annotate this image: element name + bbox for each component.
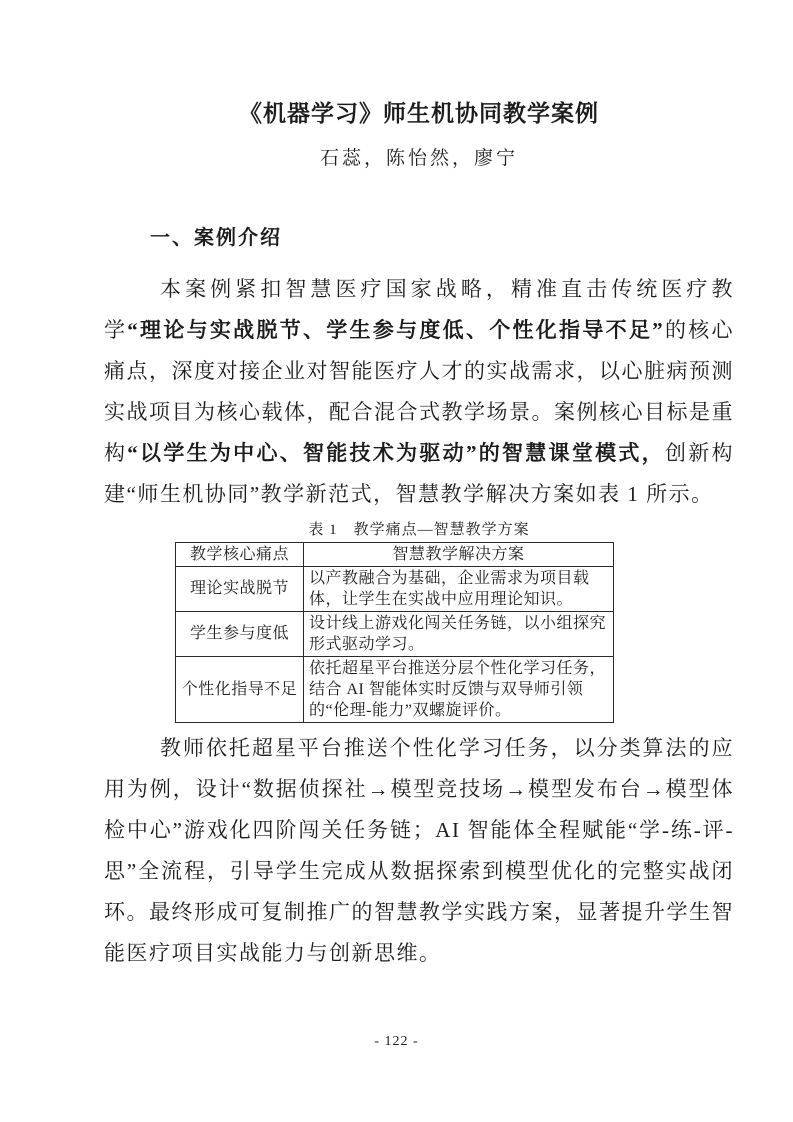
table-cell-solution-3: 依托超星平台推送分层个性化学习任务，结合 AI 智能体实时反馈与双导师引领的“伦理-能力”双螺旋评价。 [304,656,614,722]
paragraph-1-bold-pain-points: “理论与实战脱节、学生参与度低、个性化指导不足” [127,317,665,342]
section-heading-case-introduction: 一、案例介绍 [150,227,282,249]
table-row [176,566,614,611]
table-cell-pain-1: 理论实战脱节 [176,566,304,611]
table-cell-pain-3: 个性化指导不足 [176,656,304,722]
paragraph-1 [104,269,734,515]
paragraph-1-segment-1: 本案例紧扣智慧医疗国家战略，精准直击传统医疗教学 [104,276,734,342]
paragraph-2: 教师依托超星平台推送个性化学习任务，以分类算法的应用为例，设计“数据侦探社→模型竞技场→模型发布台→模型体检中心”游戏化四阶闯关任务链；AI 智能体全程赋能“学-练-评-思”全流程，引导学生完成从数据探索到模型优化的完整实战闭环。最终形成可复制推广的智慧教学实践方案，显著提升学生智能医疗项目实战能力与创新思维。 [104,735,734,965]
table-1-caption: 表 1 教学痛点—智慧教学方案 [308,521,530,538]
table-row [176,611,614,656]
page-number: - 122 - [374,1034,419,1049]
document-title: 《机器学习》师生机协同教学案例 [239,101,599,126]
table-cell-solution-1: 以产教融合为基础，企业需求为项目载体，让学生在实战中应用理论知识。 [304,566,614,611]
table-header-pain: 教学核心痛点 [176,542,304,566]
table-header-row [176,542,614,566]
paragraph-1-segment-3: 的核心痛点，深度对接企业对智能医疗人才的实战需求，以心脏病预测实战项目为核心载体，配合混合式教学场景。案例核心目标是重构 [104,317,735,465]
table-cell-solution-2: 设计线上游戏化闯关任务链，以小组探究形式驱动学习。 [304,611,614,656]
page-content [104,0,734,974]
authors-line: 石蕊，陈怡然，廖宁 [319,148,518,169]
paragraph-1-bold-classroom-model: “以学生为中心、智能技术为驱动”的智慧课堂模式， [127,440,665,465]
table-row [176,656,614,722]
table-cell-pain-2: 学生参与度低 [176,611,304,656]
paragraph-1-segment-5: 创新构建“师生机协同”教学新范式，智慧教学解决方案如表 1 所示。 [104,440,735,506]
pain-solution-table [175,542,614,723]
table-header-solution: 智慧教学解决方案 [304,542,614,566]
